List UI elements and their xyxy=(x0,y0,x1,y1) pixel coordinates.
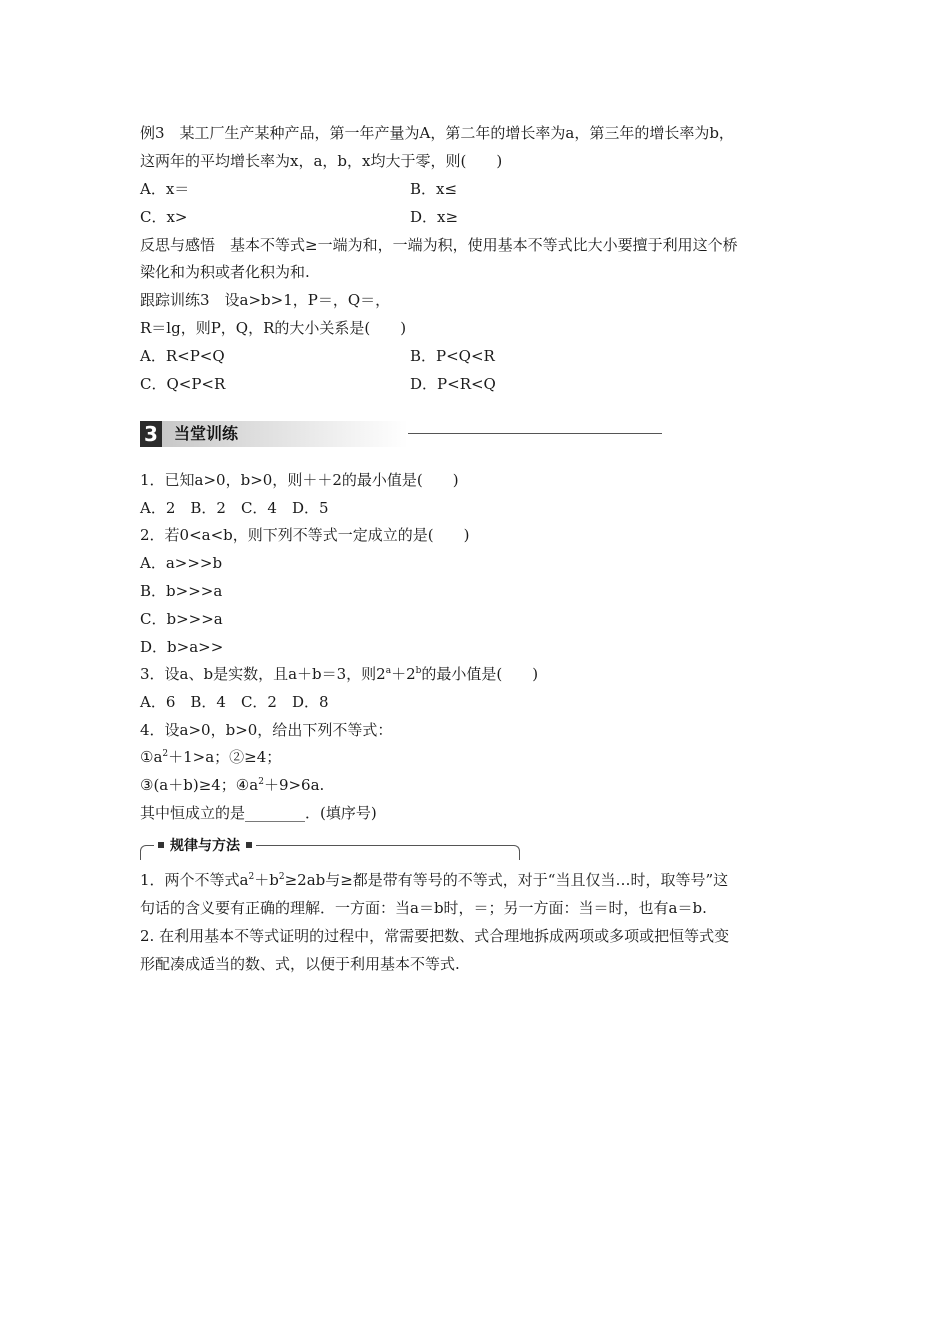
reflection-line2: 梁化和为积或者化积为和. xyxy=(140,263,310,281)
q3-options: A．6 B．4 C．2 D．8 xyxy=(140,693,329,711)
method-p1-line1 xyxy=(140,870,728,890)
q4-line3-post: ＋9>6a. xyxy=(263,776,325,794)
q4-answer-line: 其中恒成立的是________．(填序号) xyxy=(140,804,377,822)
section-number: 3 xyxy=(140,421,162,447)
reflection-line1: 反思与感悟 基本不等式≥一端为和，一端为积，使用基本不等式比大小要擅于利用这个桥 xyxy=(140,236,738,254)
tracking3-line1: 跟踪训练3 设a>b>1，P＝，Q＝， xyxy=(140,291,391,309)
section-label-bg xyxy=(162,421,408,447)
section-title: 当堂训练 xyxy=(174,424,239,443)
q3-exp-b: b xyxy=(415,666,422,676)
q3-stem xyxy=(140,664,538,684)
example3-option-a: A．x＝ xyxy=(140,180,190,198)
method-p1-mid: ＋b xyxy=(254,871,279,889)
q4-inequalities-1 xyxy=(140,747,281,767)
q2-option-a: A．a>>>b xyxy=(140,554,223,572)
q2-option-d: D．b>a>> xyxy=(140,638,224,656)
q3-stem-post: 的最小值是( ) xyxy=(421,665,539,683)
q3-stem-mid: ＋2 xyxy=(391,665,416,683)
example3-line1: 例3 某工厂生产某种产品，第一年产量为A，第二年的增长率为a，第三年的增长率为b， xyxy=(140,124,734,142)
q4-line3-pre: ③(a＋b)≥4；④a xyxy=(140,776,259,794)
method-p2-line2: 形配凑成适当的数、式，以便于利用基本不等式. xyxy=(140,955,460,973)
tracking3-option-b: B．P<Q<R xyxy=(410,347,495,365)
q4-line3-sup: 2 xyxy=(258,777,264,787)
example3-option-b: B．x≤ xyxy=(410,180,458,198)
example3-line2: 这两年的平均增长率为x，a，b，x均大于零，则( ) xyxy=(140,152,503,170)
q4-stem: 4．设a>0，b>0，给出下列不等式： xyxy=(140,721,393,739)
method-p1-sup2: 2 xyxy=(278,872,285,882)
square-bullet-icon xyxy=(158,842,164,848)
method-p2-line1: 2. 在利用基本不等式证明的过程中，常需要把数、式合理地拆成两项或多项或把恒等式变 xyxy=(140,927,730,945)
method-title: 规律与方法 xyxy=(170,838,240,854)
method-p1-post: ≥2ab与≥都是带有等号的不等式，对于“当且仅当…时，取等号”这 xyxy=(284,871,729,889)
tracking3-option-c: C．Q<P<R xyxy=(140,375,226,393)
tracking3-line2: R＝lg，则P，Q，R的大小关系是( ) xyxy=(140,319,407,337)
method-p1-pre: 1．两个不等式a xyxy=(140,871,249,889)
q3-stem-pre: 3．设a、b是实数，且a＋b＝3，则2 xyxy=(140,665,386,683)
q4-inequalities-2 xyxy=(140,775,324,795)
tracking3-option-d: D．P<R<Q xyxy=(410,375,496,393)
q2-stem: 2．若0<a<b，则下列不等式一定成立的是( ) xyxy=(140,526,470,544)
q2-option-b: B．b>>>a xyxy=(140,582,223,600)
q4-line2-post: ＋1>a；②≥4； xyxy=(168,748,282,766)
q2-option-c: C．b>>>a xyxy=(140,610,223,628)
method-tag xyxy=(154,835,256,855)
method-p1-line2: 句话的含义要有正确的理解．一方面：当a＝b时，＝；另一方面：当＝时，也有a＝b. xyxy=(140,899,707,917)
example3-option-c: C．x> xyxy=(140,208,188,226)
q3-exp-a: a xyxy=(385,666,392,676)
section-rule xyxy=(408,433,662,434)
section-banner xyxy=(140,421,522,447)
q1-stem: 1．已知a>0，b>0，则＋＋2的最小值是( ) xyxy=(140,471,459,489)
method-box xyxy=(140,835,520,861)
square-bullet-icon xyxy=(246,842,252,848)
q4-line2-pre: ①a xyxy=(140,748,163,766)
tracking3-option-a: A．R<P<Q xyxy=(140,347,225,365)
method-p1-sup1: 2 xyxy=(248,872,255,882)
q1-options: A．2 B．2 C．4 D．5 xyxy=(140,499,329,517)
example3-option-d: D．x≥ xyxy=(410,208,459,226)
q4-line2-sup: 2 xyxy=(162,749,169,759)
